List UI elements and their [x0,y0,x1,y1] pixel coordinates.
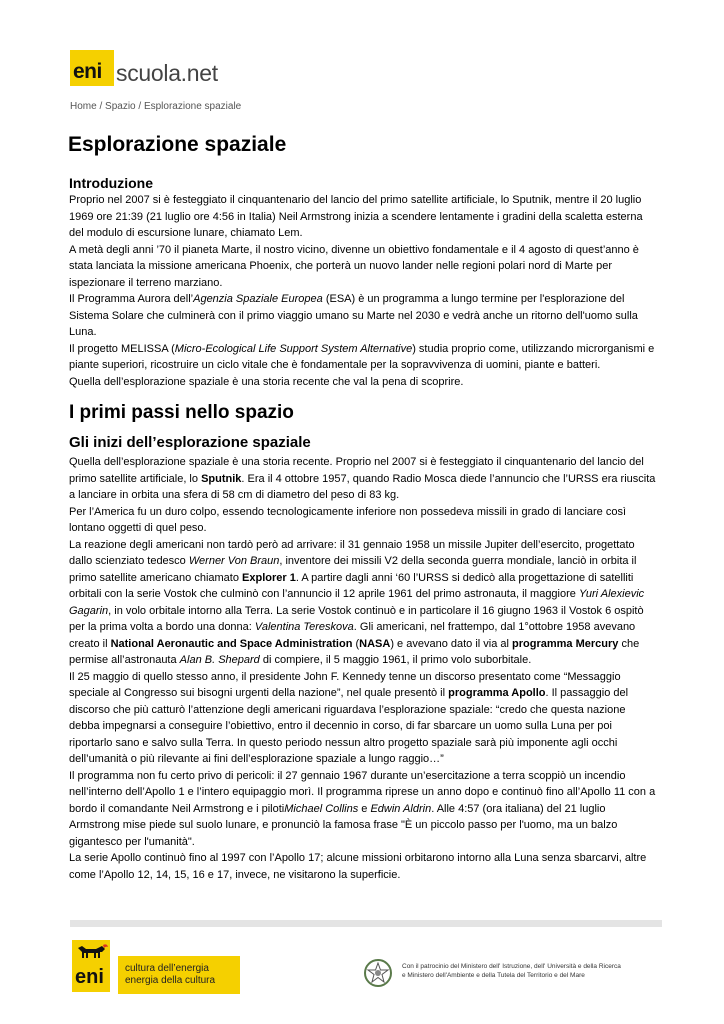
text-run: , in volo orbitale intorno alla Terra. La serie Vostok continuò e in particolare il 16 giugno 1963 il Vostok 6 ospitò per la prima volta a bordo una donna: [69,604,644,633]
patronage-text [402,963,660,980]
text-run: La reazione degli americani non tardò però ad arrivare: il 31 gennaio 1958 un missile Jupiter dell’esercito, progettato dallo scienziato tedesco [69,538,635,567]
intro-paragraph [69,291,657,341]
text-run-bold: Sputnik [201,472,242,485]
eni-logo-word: eni [73,60,102,83]
intro-paragraph: Quella dell’esplorazione spaziale è una storia recente che val la pena di scoprire. [69,375,464,388]
eniscuola-logo[interactable] [70,50,218,86]
text-run-bold: programma Mercury [512,637,619,650]
patronage-line: e Ministero dell'Ambiente e della Tutela del Territorio e del Mare [402,971,585,979]
text-run: . A partire dagli anni ‘60 l’URSS si dedicò alla progettazione di satelliti orbitali con la serie Vostok che culminò con l’annuncio il 12 aprile 1961 del primo astronauta, il maggiore [69,571,634,600]
text-run-italic: Valentina Tereskova [254,621,354,633]
breadcrumb-home-link[interactable]: Home [70,101,97,112]
text-run: . Era il 4 ottobre 1957, quando Radio Mosca diede l’annuncio che l’URSS era riuscita a lanciare in orbita una sfera di 58 cm di diametro del peso di 83 kg. [69,472,656,501]
text-run: di compiere, il 5 maggio 1961, il primo volo suborbitale. [259,654,532,666]
intro-paragraph: Proprio nel 2007 si è festeggiato il cinquantenario del lancio del primo satellite artificiale, lo Sputnik, mentre il 20 luglio 1969 ore 21:39 (21 luglio ore 4:56 in Italia) Neil Armstrong inizia a scendere lentamente i gradini della scaletta esterna del modulo di escursione lunare, chiamato Lem. [69,194,643,239]
text-run: e [358,802,371,815]
section-paragraph: La serie Apollo continuò fino al 1997 con l’Apollo 17; alcune missioni orbitarono intorno alla Luna senza sbarcarvi, altre come l’Apollo 12, 14, 15, 16 e 17, invece, ne visitarono la superficie. [69,852,647,881]
tagline-box [118,956,240,994]
eni-footer-box [72,964,110,992]
section-paragraph: Per l’America fu un duro colpo, essendo tecnologicamente inferiore non possedeva missili in grado di lanciare così lontano oggetti di quel peso. [69,505,627,534]
section-paragraph [69,454,657,504]
section-heading: I primi passi nello spazio [69,402,294,423]
breadcrumb-separator: / [96,101,106,112]
text-run: ) e avevano dato il via al [390,637,513,650]
text-run-italic: Michael Collins [284,802,359,815]
section-subheading: Gli inizi dell’esplorazione spaziale [69,434,311,451]
text-run: Il 25 maggio di quello stesso anno, il presidente John F. Kennedy tenne un discorso presentato come “Messaggio speciale al Congresso sui bisogni urgenti della nazione”, nel quale presentò il [69,670,621,699]
breadcrumb-current: Esplorazione spaziale [143,101,242,112]
text-run: . Gli americani, nel frattempo, dal 1°ottobre 1958 avevano creato il [69,621,636,650]
text-run-bold: programma Apollo [448,687,546,699]
text-run-italic: Edwin Aldrin [370,802,432,815]
text-run-bold: National Aeronautic and Space Administration [110,637,353,650]
text-run-italic: Yuri Alexievic Gagarin [69,588,645,617]
intro-heading: Introduzione [69,175,153,191]
eni-footer-word: eni [75,966,104,988]
text-run-italic: Werner Von Braun [188,555,280,567]
eni-logo-box [70,50,114,86]
italian-republic-emblem-icon [362,957,394,989]
text-run: che permise all’astronauta [69,637,640,666]
breadcrumb-separator: / [135,101,144,112]
text-run-bold: NASA [359,637,391,650]
text-run: Il Programma Aurora dell’ [69,293,194,305]
six-legged-dog-icon [72,940,110,964]
text-run: Il progetto MELISSA ( [69,342,175,355]
tagline-line: cultura dell’energia [125,963,209,974]
text-run-italic: Micro-Ecological Life Support System Alternative [174,342,413,355]
text-run: Il programma non fu certo privo di pericoli: il 27 gennaio 1967 durante un’esercitazione a terra scoppiò un incendio nell’interno dell’Apollo 1 e l’intero equipaggio morì. Il programma riprese un anno dopo e continuò fino all’Apollo 11 con a bordo il comandante Neil Armstrong e i piloti [69,769,656,815]
eni-footer-logo [72,940,110,988]
text-run-italic: Alan B. Shepard [179,654,260,666]
section-paragraph [69,768,657,851]
intro-paragraph [69,341,657,374]
text-run: . Alle 4:57 (ora italiana) del 21 luglio Armstrong mise piede sul suolo lunare, e pronunciò la famosa frase "È un piccolo passo per l'uomo, ma un balzo gigantesco per l'umanità". [69,802,618,848]
section-paragraph [69,669,657,768]
breadcrumb [70,101,241,112]
article-content [69,175,657,883]
text-run: ) studia proprio come, utilizzando microrganismi e piante superiori, ricostruire un ciclo vitale che è fondamentale per la sopravvivenza di uomini, piante e batteri. [69,342,655,371]
patronage-line: Con il patrocinio del Ministero dell' Istruzione, dell' Università e della Ricerca [402,963,621,970]
footer-divider [70,920,662,927]
text-run-italic: Agenzia Spaziale Europea [193,293,323,305]
section-paragraph [69,537,657,669]
site-name: scuola.net [116,60,218,86]
text-run: . Il passaggio del discorso che più catturò l’attenzione degli americani riguardava l’esplorazione spaziale: “credo che questa nazione debba impegnarsi a conseguire l’obiettivo, entro il decennio in corso, di far sbarcare un uomo sulla Luna per poi riportarlo sano e salvo sulla Terra. In questo periodo nessun altro progetto spaziale sarà più imponente agli occhi dell’umanità o più rilevante ai fini dell’esplorazione spaziale a lungo raggio…” [69,687,629,765]
text-run: ( [352,637,360,650]
text-run: (ESA) è un programma a lungo termine per l'esplorazione del Sistema Solare che culminerà con il primo viaggio umano su Marte nel 2030 e vedrà anche un ritorno dell'uomo sulla Luna. [69,293,638,338]
page-title: Esplorazione spaziale [68,133,287,156]
intro-paragraph: A metà degli anni ’70 il pianeta Marte, il nostro vicino, divenne un obiettivo fondamentale e il 4 agosto di quest’anno è stata lanciata la missione americana Phoenix, che porterà un nuovo lander nelle regioni polari nord di Marte per ispezionare il terreno marziano. [69,243,639,289]
breadcrumb-spazio-link[interactable]: Spazio [105,101,136,112]
text-run: , inventore dei missili V2 della seconda guerra mondiale, lanciò in orbita il primo satellite americano chiamato [69,555,637,584]
text-run: Quella dell’esplorazione spaziale è una storia recente. Proprio nel 2007 si è festeggiato il cinquantenario del lancio del primo satellite artificiale, lo [69,456,644,485]
text-run-bold: Explorer 1 [242,571,296,584]
tagline-line: energia della cultura [125,975,216,986]
